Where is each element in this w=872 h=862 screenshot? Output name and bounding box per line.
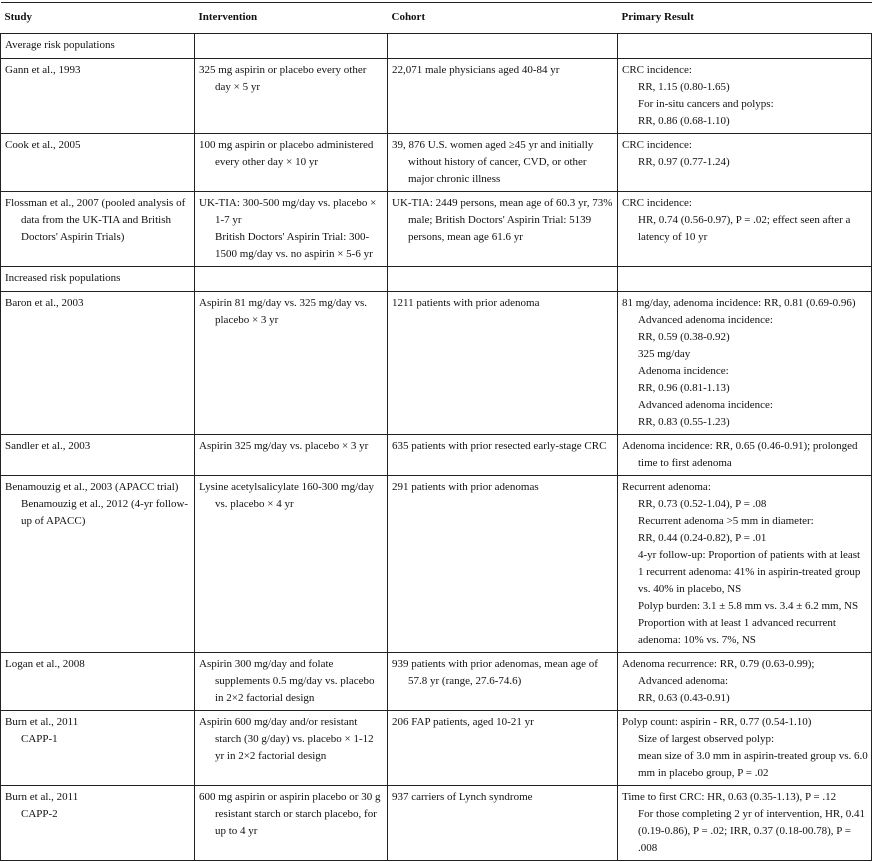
result-line: 81 mg/day, adenoma incidence: RR, 0.81 (0.69-0.96) <box>622 297 856 309</box>
study-cell <box>1 786 195 861</box>
study-line: Flossman et al., 2007 (pooled analysis of data from the UK-TIA and British Doctors' Aspirin Trials) <box>5 197 186 243</box>
table-row <box>1 59 872 134</box>
study-line: CAPP-1 <box>21 733 58 745</box>
table-row <box>1 292 872 435</box>
empty-cell <box>618 267 872 292</box>
study-line: Benamouzig et al., 2003 (APACC trial) <box>5 481 179 493</box>
study-cell <box>1 292 195 435</box>
intervention-cell <box>195 786 388 861</box>
intervention-line: Aspirin 600 mg/day and/or resistant starch (30 g/day) vs. placebo × 1-12 yr in 2×2 factorial design <box>199 716 374 762</box>
study-line: Gann et al., 1993 <box>5 64 81 76</box>
result-line: RR, 0.86 (0.68-1.10) <box>638 115 730 127</box>
table-body <box>1 34 872 861</box>
result-cell <box>618 653 872 711</box>
result-line: For in-situ cancers and polyps: <box>638 98 774 110</box>
result-line: mean size of 3.0 mm in aspirin-treated group vs. 6.0 mm in placebo group, P = .02 <box>638 750 868 779</box>
result-line: RR, 0.97 (0.77-1.24) <box>638 156 730 168</box>
study-line: Burn et al., 2011 <box>5 716 79 728</box>
result-line: Recurrent adenoma >5 mm in diameter: <box>638 515 814 527</box>
empty-cell <box>618 34 872 59</box>
study-line: Benamouzig et al., 2012 (4-yr follow-up of APACC) <box>21 498 189 527</box>
table-row <box>1 711 872 786</box>
result-line: RR, 0.44 (0.24-0.82), P = .01 <box>638 532 767 544</box>
empty-cell <box>388 267 618 292</box>
intervention-cell <box>195 192 388 267</box>
table-row <box>1 435 872 476</box>
result-line: CRC incidence: <box>622 139 692 151</box>
table-row <box>1 134 872 192</box>
study-cell <box>1 192 195 267</box>
result-line: Adenoma incidence: <box>638 365 729 377</box>
intervention-line: Aspirin 300 mg/day and folate supplements 0.5 mg/day vs. placebo in 2×2 factorial design <box>199 658 375 704</box>
aspirin-trials-table <box>0 2 872 861</box>
study-line: CAPP-2 <box>21 808 58 820</box>
result-line: Polyp count: aspirin - RR, 0.77 (0.54-1.10) <box>622 716 812 728</box>
cohort-line: 22,071 male physicians aged 40-84 yr <box>392 64 560 76</box>
study-cell <box>1 711 195 786</box>
header-primary-result: Primary Result <box>618 3 872 34</box>
empty-cell <box>388 34 618 59</box>
result-cell <box>618 59 872 134</box>
cohort-line: 937 carriers of Lynch syndrome <box>392 791 533 803</box>
intervention-cell <box>195 134 388 192</box>
cohort-cell <box>388 192 618 267</box>
result-cell <box>618 711 872 786</box>
cohort-cell <box>388 134 618 192</box>
result-line: RR, 0.73 (0.52-1.04), P = .08 <box>638 498 767 510</box>
study-cell <box>1 59 195 134</box>
study-cell <box>1 476 195 653</box>
result-line: 4-yr follow-up: Proportion of patients with at least 1 recurrent adenoma: 41% in aspirin-treated group vs. 40% in placebo, NS <box>638 549 861 595</box>
result-line: Adenoma recurrence: RR, 0.79 (0.63-0.99); <box>622 658 815 670</box>
result-line: Advanced adenoma incidence: <box>638 399 773 411</box>
result-line: Polyp burden: 3.1 ± 5.8 mm vs. 3.4 ± 6.2 mm, NS <box>638 600 859 612</box>
table-row <box>1 653 872 711</box>
cohort-cell <box>388 786 618 861</box>
intervention-line: Aspirin 81 mg/day vs. 325 mg/day vs. placebo × 3 yr <box>199 297 368 326</box>
result-line: Adenoma incidence: RR, 0.65 (0.46-0.91); prolonged time to first adenoma <box>622 440 858 469</box>
section-row <box>1 267 872 292</box>
study-cell <box>1 435 195 476</box>
result-line: CRC incidence: <box>622 197 692 209</box>
result-cell <box>618 192 872 267</box>
cohort-line: 635 patients with prior resected early-stage CRC <box>392 440 607 452</box>
intervention-cell <box>195 59 388 134</box>
result-cell <box>618 435 872 476</box>
result-line: For those completing 2 yr of intervention, HR, 0.41 (0.19-0.86), P = .02; IRR, 0.37 (0.18-00.78), P = .008 <box>638 808 865 854</box>
result-cell <box>618 786 872 861</box>
intervention-line: Aspirin 325 mg/day vs. placebo × 3 yr <box>199 440 369 452</box>
cohort-cell <box>388 653 618 711</box>
section-label: Increased risk populations <box>1 267 195 292</box>
intervention-cell <box>195 711 388 786</box>
cohort-line: UK-TIA: 2449 persons, mean age of 60.3 yr, 73% male; British Doctors' Aspirin Trial: 5139 persons, mean age 61.6 yr <box>392 197 613 243</box>
cohort-cell <box>388 59 618 134</box>
study-cell <box>1 134 195 192</box>
result-line: Recurrent adenoma: <box>622 481 711 493</box>
result-line: RR, 0.96 (0.81-1.13) <box>638 382 730 394</box>
intervention-line: 325 mg aspirin or placebo every other day × 5 yr <box>199 64 367 93</box>
cohort-cell <box>388 435 618 476</box>
table-row <box>1 476 872 653</box>
result-cell <box>618 476 872 653</box>
cohort-cell <box>388 711 618 786</box>
study-cell <box>1 653 195 711</box>
intervention-cell <box>195 435 388 476</box>
section-label: Average risk populations <box>1 34 195 59</box>
result-line: HR, 0.74 (0.56-0.97), P = .02; effect seen after a latency of 10 yr <box>638 214 851 243</box>
study-line: Burn et al., 2011 <box>5 791 79 803</box>
study-line: Baron et al., 2003 <box>5 297 84 309</box>
intervention-cell <box>195 476 388 653</box>
intervention-line: British Doctors' Aspirin Trial: 300-1500 mg/day vs. no aspirin × 5-6 yr <box>215 231 373 260</box>
intervention-line: 100 mg aspirin or placebo administered every other day × 10 yr <box>199 139 374 168</box>
intervention-line: 600 mg aspirin or aspirin placebo or 30 g resistant starch or starch placebo, for up to 4 yr <box>199 791 381 837</box>
intervention-cell <box>195 653 388 711</box>
table-row <box>1 192 872 267</box>
header-cohort: Cohort <box>388 3 618 34</box>
header-study: Study <box>1 3 195 34</box>
cohort-line: 291 patients with prior adenomas <box>392 481 539 493</box>
header-row <box>1 3 872 34</box>
study-line: Logan et al., 2008 <box>5 658 85 670</box>
result-line: 325 mg/day <box>638 348 691 360</box>
result-line: Advanced adenoma incidence: <box>638 314 773 326</box>
study-line: Sandler et al., 2003 <box>5 440 91 452</box>
result-line: Time to first CRC: HR, 0.63 (0.35-1.13), P = .12 <box>622 791 837 803</box>
result-line: Size of largest observed polyp: <box>638 733 775 745</box>
result-line: CRC incidence: <box>622 64 692 76</box>
cohort-cell <box>388 476 618 653</box>
intervention-line: UK-TIA: 300-500 mg/day vs. placebo × 1-7 yr <box>199 197 377 226</box>
result-cell <box>618 292 872 435</box>
section-row <box>1 34 872 59</box>
table-row <box>1 786 872 861</box>
cohort-line: 39, 876 U.S. women aged ≥45 yr and initially without history of cancer, CVD, or other major chronic illness <box>392 139 594 185</box>
cohort-line: 939 patients with prior adenomas, mean age of 57.8 yr (range, 27.6-74.6) <box>392 658 598 687</box>
cohort-line: 206 FAP patients, aged 10-21 yr <box>392 716 534 728</box>
intervention-cell <box>195 292 388 435</box>
intervention-line: Lysine acetylsalicylate 160-300 mg/day vs. placebo × 4 yr <box>199 481 375 510</box>
result-line: RR, 0.83 (0.55-1.23) <box>638 416 730 428</box>
result-line: Proportion with at least 1 advanced recurrent adenoma: 10% vs. 7%, NS <box>638 617 836 646</box>
empty-cell <box>195 34 388 59</box>
result-line: RR, 0.59 (0.38-0.92) <box>638 331 730 343</box>
result-cell <box>618 134 872 192</box>
empty-cell <box>195 267 388 292</box>
cohort-cell <box>388 292 618 435</box>
result-line: Advanced adenoma: <box>638 675 729 687</box>
result-line: RR, 1.15 (0.80-1.65) <box>638 81 730 93</box>
cohort-line: 1211 patients with prior adenoma <box>392 297 540 309</box>
result-line: RR, 0.63 (0.43-0.91) <box>638 692 730 704</box>
study-line: Cook et al., 2005 <box>5 139 81 151</box>
header-intervention: Intervention <box>195 3 388 34</box>
